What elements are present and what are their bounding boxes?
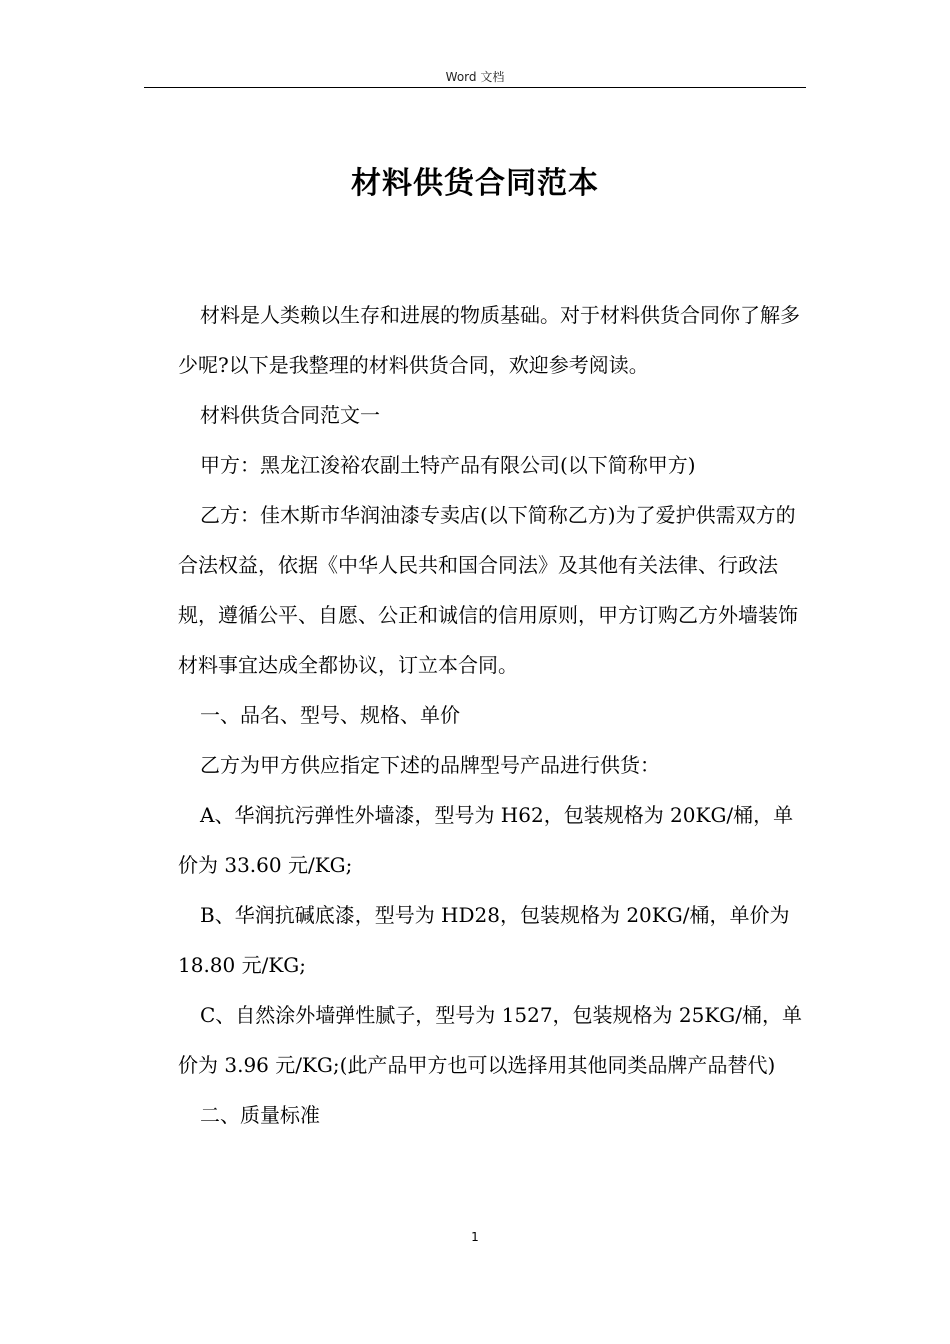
document-header-label: Word 文档 xyxy=(445,70,505,84)
document-body xyxy=(178,290,810,1140)
paragraph-supply-statement: 乙方为甲方供应指定下述的品牌型号产品进行供货： xyxy=(200,753,660,777)
document-title: 材料供货合同范本 xyxy=(351,166,599,201)
paragraph-intro: 材料是人类赖以生存和进展的物质基础。对于材料供货合同你了解多少呢?以下是我整理的材料供货合同，欢迎参考阅读。 xyxy=(178,303,800,377)
page-number: 1 xyxy=(471,1230,479,1244)
paragraph-section-heading: 材料供货合同范文一 xyxy=(200,403,380,427)
paragraph-item-b: B、华润抗碱底漆，型号为 HD28，包装规格为 20KG/桶，单价为 18.80 元/KG; xyxy=(178,903,790,977)
paragraph-item-a: A、华润抗污弹性外墙漆，型号为 H62，包装规格为 20KG/桶，单价为 33.60 元/KG; xyxy=(178,803,794,877)
paragraph-party-a: 甲方：黑龙江浚裕农副土特产品有限公司(以下简称甲方) xyxy=(200,453,696,477)
paragraph-item-c: C、自然涂外墙弹性腻子，型号为 1527，包装规格为 25KG/桶，单价为 3.96 元/KG;(此产品甲方也可以选择用其他同类品牌产品替代) xyxy=(178,1003,803,1077)
paragraph-clause-2-heading: 二、质量标准 xyxy=(200,1103,320,1127)
paragraph-party-b: 乙方：佳木斯市华润油漆专卖店(以下简称乙方)为了爱护供需双方的合法权益，依据《中华人民共和国合同法》及其他有关法律、行政法规，遵循公平、自愿、公正和诚信的信用原则，甲方订购乙方外墙装饰材料事宜达成全都协议，订立本合同。 xyxy=(178,503,798,677)
header-divider xyxy=(144,87,806,88)
paragraph-clause-1-heading: 一、品名、型号、规格、单价 xyxy=(200,703,460,727)
